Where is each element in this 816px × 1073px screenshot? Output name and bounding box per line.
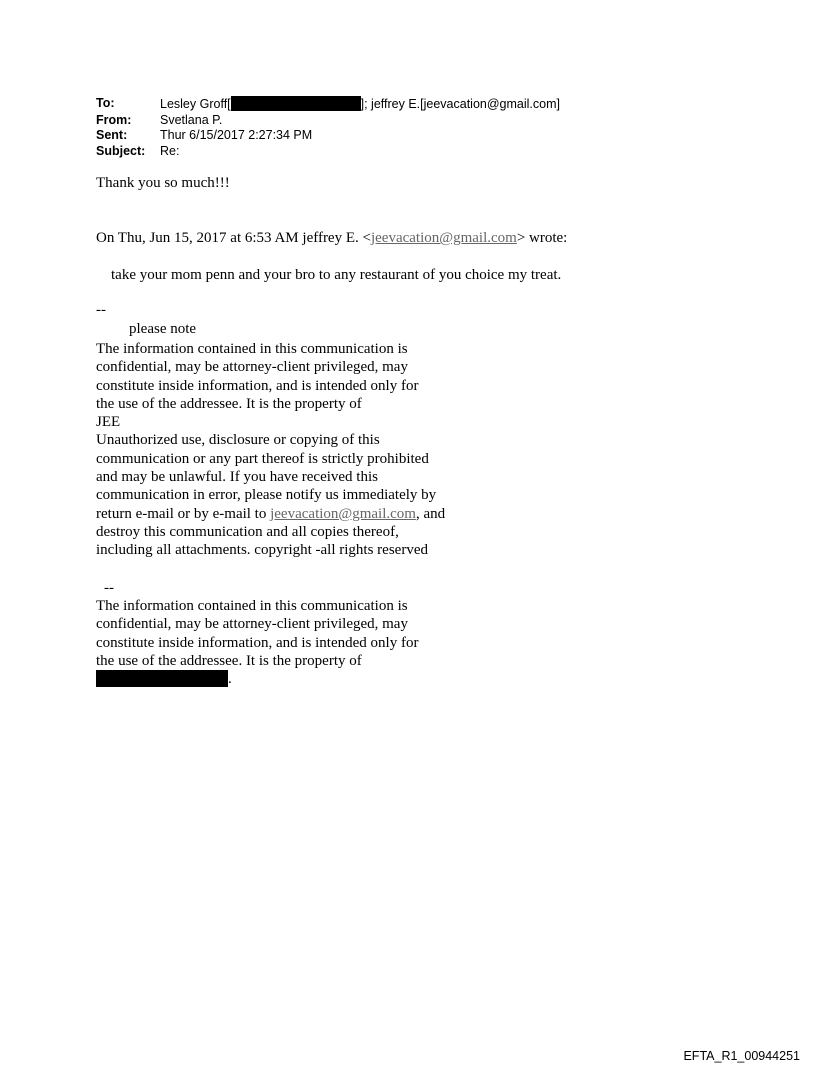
quote-intro [96, 230, 567, 247]
subject-value: Re: [160, 143, 180, 158]
sent-label: Sent: [96, 128, 128, 142]
disclaimer2-redacted-line [96, 670, 418, 688]
subject-row [96, 144, 560, 160]
disclaimer-line: and may be unlawful. If you have received this [96, 469, 378, 486]
disclaimer2-line: confidential, may be attorney-client privileged, may [96, 616, 408, 633]
disclaimer-email-link[interactable]: jeevacation@gmail.com [270, 505, 416, 522]
sent-row [96, 128, 560, 144]
disclaimer-block [96, 340, 445, 560]
disclaimer-line: destroy this communication and all copies thereof, [96, 523, 399, 540]
from-value: Svetlana P. [160, 112, 223, 127]
redaction-block [96, 670, 228, 687]
disclaimer-line: communication or any part thereof is strictly prohibited [96, 450, 429, 467]
disclaimer-email-prefix: return e-mail or by e-mail to [96, 505, 271, 522]
to-label: To: [96, 96, 115, 110]
disclaimer-line: The information contained in this communication is [96, 341, 408, 357]
disclaimer2-line: The information contained in this communication is [96, 598, 408, 614]
signature2-dashes: -- [104, 580, 114, 596]
please-note: please note [129, 321, 197, 337]
quoted-message: take your mom penn and your bro to any restaurant of you choice my treat. [111, 267, 562, 283]
disclaimer-line: communication in error, please notify us immediately by [96, 487, 437, 504]
disclaimer-line: constitute inside information, and is intended only for [96, 377, 419, 394]
redaction-block [231, 96, 361, 111]
quote-intro-prefix: On Thu, Jun 15, 2017 at 6:53 AM jeffrey E. < [96, 230, 371, 246]
signature-dashes: -- [96, 302, 106, 318]
disclaimer-line: JEE [96, 414, 121, 431]
email-header [96, 96, 560, 159]
disclaimer2-block [96, 597, 418, 688]
from-row [96, 113, 560, 129]
disclaimer-email-suffix: , and [415, 505, 446, 522]
disclaimer2-line: the use of the addressee. It is the property of [96, 652, 362, 669]
disclaimer-line: confidential, may be attorney-client privileged, may [96, 359, 408, 376]
disclaimer-line-email [96, 505, 445, 523]
to-recipients-rest: ]; jeffrey E.[jeevacation@gmail.com] [360, 97, 560, 111]
reply-text: Thank you so much!!! [96, 175, 230, 191]
disclaimer2-line: constitute inside information, and is intended only for [96, 634, 419, 651]
disclaimer-line: Unauthorized use, disclosure or copying of this [96, 432, 380, 449]
to-row [96, 96, 560, 113]
disclaimer-line: the use of the addressee. It is the property of [96, 395, 362, 412]
document-id: EFTA_R1_00944251 [683, 1049, 800, 1063]
from-label: From: [96, 112, 132, 127]
disclaimer-line: including all attachments. copyright -all rights reserved [96, 542, 428, 559]
sent-value: Thur 6/15/2017 2:27:34 PM [160, 128, 313, 142]
quote-intro-suffix: > wrote: [516, 230, 568, 246]
to-value [160, 96, 560, 113]
sender-email-link[interactable]: jeevacation@gmail.com [370, 230, 517, 246]
subject-label: Subject: [96, 143, 146, 158]
to-name: Lesley Groff[ [160, 97, 231, 111]
disclaimer2-period: . [228, 671, 232, 688]
